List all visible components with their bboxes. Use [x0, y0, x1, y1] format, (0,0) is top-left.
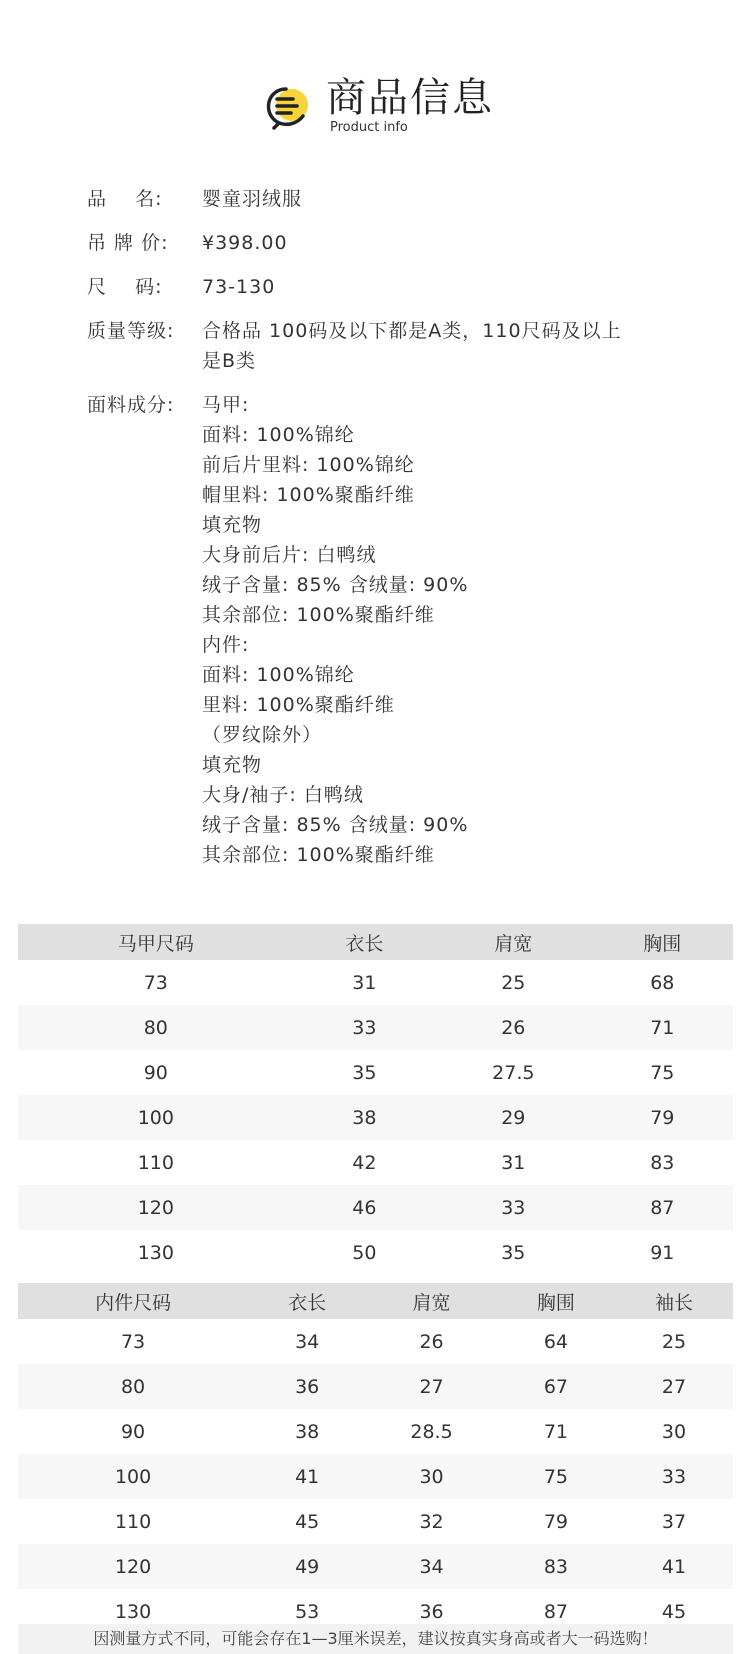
table-cell: 35 — [501, 1241, 526, 1264]
table-header-cell: 胸围 — [592, 924, 733, 960]
table-cell: 80 — [18, 1364, 248, 1409]
table-cell: 35 — [352, 1061, 377, 1084]
table-cell: 130 — [114, 1600, 152, 1623]
table-cell: 80 — [18, 1005, 294, 1050]
table-cell: 75 — [497, 1454, 615, 1499]
info-value-line: 帽里料: 100%聚酯纤维 — [202, 484, 415, 506]
info-value-line: 里料: 100%聚酯纤维 — [202, 694, 395, 716]
product-info-list — [87, 184, 667, 884]
table-row — [18, 1544, 733, 1589]
table-header-cell: 内件尺码 — [18, 1283, 248, 1319]
table-cell: 31 — [352, 971, 377, 994]
table-cell: 30 — [366, 1454, 497, 1499]
table-header-cell: 肩宽 — [435, 924, 592, 960]
speech-bubble-icon — [263, 82, 313, 132]
table-row — [18, 1454, 733, 1499]
table-row — [18, 1230, 733, 1275]
table-cell: 45 — [295, 1510, 320, 1533]
info-value-line: 婴童羽绒服 — [202, 188, 303, 210]
vest-size-table — [18, 924, 733, 1275]
table-cell: 36 — [419, 1600, 444, 1623]
table-cell: 26 — [419, 1330, 444, 1353]
table-header-row — [18, 1283, 733, 1319]
info-value-line: 面料: 100%锦纶 — [202, 424, 355, 446]
table-cell: 38 — [294, 1095, 435, 1140]
table-cell: 110 — [114, 1510, 152, 1533]
info-value-line: 大身/袖子: 白鸭绒 — [202, 784, 364, 806]
info-label: 尺 码: — [87, 276, 163, 298]
table-cell: 34 — [366, 1544, 497, 1589]
table-cell: 31 — [501, 1151, 526, 1174]
table-header-cell: 袖长 — [615, 1283, 733, 1319]
table-row — [18, 1364, 733, 1409]
table-cell: 27 — [615, 1364, 733, 1409]
table-cell: 27.5 — [492, 1061, 535, 1084]
info-row — [87, 316, 667, 376]
table-cell: 38 — [295, 1420, 320, 1443]
table-cell: 100 — [18, 1454, 248, 1499]
table-header-cell: 马甲尺码 — [18, 924, 294, 960]
table-cell: 33 — [435, 1185, 592, 1230]
table-cell: 120 — [18, 1544, 248, 1589]
page-subtitle: Product info — [330, 120, 408, 135]
info-value-line: 其余部位: 100%聚酯纤维 — [202, 604, 435, 626]
table-cell: 64 — [543, 1330, 568, 1353]
info-value-line: 大身前后片: 白鸭绒 — [202, 544, 377, 566]
table-cell: 67 — [497, 1364, 615, 1409]
table-cell: 71 — [543, 1420, 568, 1443]
inner-size-table — [18, 1283, 733, 1634]
table-cell: 41 — [615, 1544, 733, 1589]
table-cell: 73 — [120, 1330, 146, 1353]
table-row — [18, 1050, 733, 1095]
info-value-line: 前后片里料: 100%锦纶 — [202, 454, 415, 476]
table-row — [18, 1499, 733, 1544]
table-cell: 90 — [143, 1061, 168, 1084]
table-cell: 33 — [294, 1005, 435, 1050]
table-cell: 100 — [18, 1095, 294, 1140]
info-value-line: 填充物 — [202, 514, 263, 536]
info-label: 质量等级: — [87, 320, 175, 342]
table-cell: 32 — [419, 1510, 444, 1533]
table-header-cell: 衣长 — [294, 924, 435, 960]
table-row — [18, 1409, 733, 1454]
info-value-line: （罗纹除外） — [202, 724, 323, 746]
info-row — [87, 228, 667, 258]
table-cell: 73 — [143, 971, 168, 994]
table-cell: 75 — [650, 1061, 675, 1084]
info-value-line: 内件: — [202, 634, 250, 656]
table-cell: 45 — [661, 1600, 687, 1623]
table-cell: 91 — [650, 1241, 675, 1264]
table-cell: 42 — [352, 1151, 377, 1174]
table-cell: 34 — [295, 1330, 320, 1353]
table-header-cell: 衣长 — [248, 1283, 366, 1319]
info-value-line: 合格品 100码及以下都是A类，110尺码及以上 — [202, 320, 622, 342]
table-cell: 37 — [661, 1510, 687, 1533]
info-value — [202, 390, 667, 870]
info-value — [202, 272, 667, 302]
info-value-line: 面料: 100%锦纶 — [202, 664, 355, 686]
info-label: 面料成分: — [87, 394, 175, 416]
page-title: 商品信息 — [326, 75, 494, 121]
table-cell: 50 — [352, 1241, 377, 1264]
product-info-header — [0, 72, 750, 142]
info-label: 吊 牌 价: — [87, 232, 169, 254]
table-row — [18, 1185, 733, 1230]
info-row — [87, 272, 667, 302]
table-row — [18, 1319, 733, 1364]
table-row — [18, 1005, 733, 1050]
table-cell: 28.5 — [410, 1420, 453, 1443]
table-cell: 25 — [501, 971, 526, 994]
table-cell: 41 — [248, 1454, 366, 1499]
measurement-note: 因测量方式不同，可能会存在1—3厘米误差，建议按真实身高或者大一码选购！ — [18, 1624, 733, 1654]
table-cell: 110 — [137, 1151, 174, 1174]
table-cell: 130 — [137, 1241, 174, 1264]
info-value-line: 其余部位: 100%聚酯纤维 — [202, 844, 435, 866]
table-cell: 36 — [248, 1364, 366, 1409]
table-cell: 29 — [435, 1095, 592, 1140]
info-value-line: 马甲: — [202, 394, 250, 416]
info-value — [202, 228, 667, 258]
table-cell: 83 — [650, 1151, 675, 1174]
info-value-line: 是B类 — [202, 350, 257, 372]
info-row — [87, 184, 667, 214]
table-cell: 79 — [592, 1095, 733, 1140]
table-cell: 26 — [435, 1005, 592, 1050]
table-header-cell: 肩宽 — [366, 1283, 497, 1319]
table-cell: 90 — [120, 1420, 146, 1443]
table-cell: 83 — [497, 1544, 615, 1589]
table-cell: 30 — [661, 1420, 687, 1443]
info-value — [202, 184, 667, 214]
info-value-line: ¥398.00 — [202, 232, 288, 254]
table-row — [18, 1095, 733, 1140]
table-cell: 71 — [592, 1005, 733, 1050]
table-cell: 87 — [543, 1600, 568, 1623]
table-cell: 27 — [366, 1364, 497, 1409]
info-value-line: 绒子含量: 85% 含绒量: 90% — [202, 814, 469, 836]
info-value-line: 73-130 — [202, 276, 276, 298]
table-cell: 49 — [248, 1544, 366, 1589]
table-cell: 79 — [543, 1510, 568, 1533]
info-row — [87, 390, 667, 870]
info-label: 品 名: — [87, 188, 163, 210]
table-row — [18, 1140, 733, 1185]
table-header-cell: 胸围 — [497, 1283, 615, 1319]
table-cell: 53 — [295, 1600, 320, 1623]
table-cell: 46 — [294, 1185, 435, 1230]
table-cell: 25 — [661, 1330, 687, 1353]
info-value-line: 填充物 — [202, 754, 263, 776]
info-value — [202, 316, 667, 376]
info-value-line: 绒子含量: 85% 含绒量: 90% — [202, 574, 469, 596]
table-cell: 33 — [615, 1454, 733, 1499]
table-header-row — [18, 924, 733, 960]
table-cell: 87 — [592, 1185, 733, 1230]
table-cell: 120 — [18, 1185, 294, 1230]
table-cell: 68 — [650, 971, 675, 994]
table-row — [18, 960, 733, 1005]
